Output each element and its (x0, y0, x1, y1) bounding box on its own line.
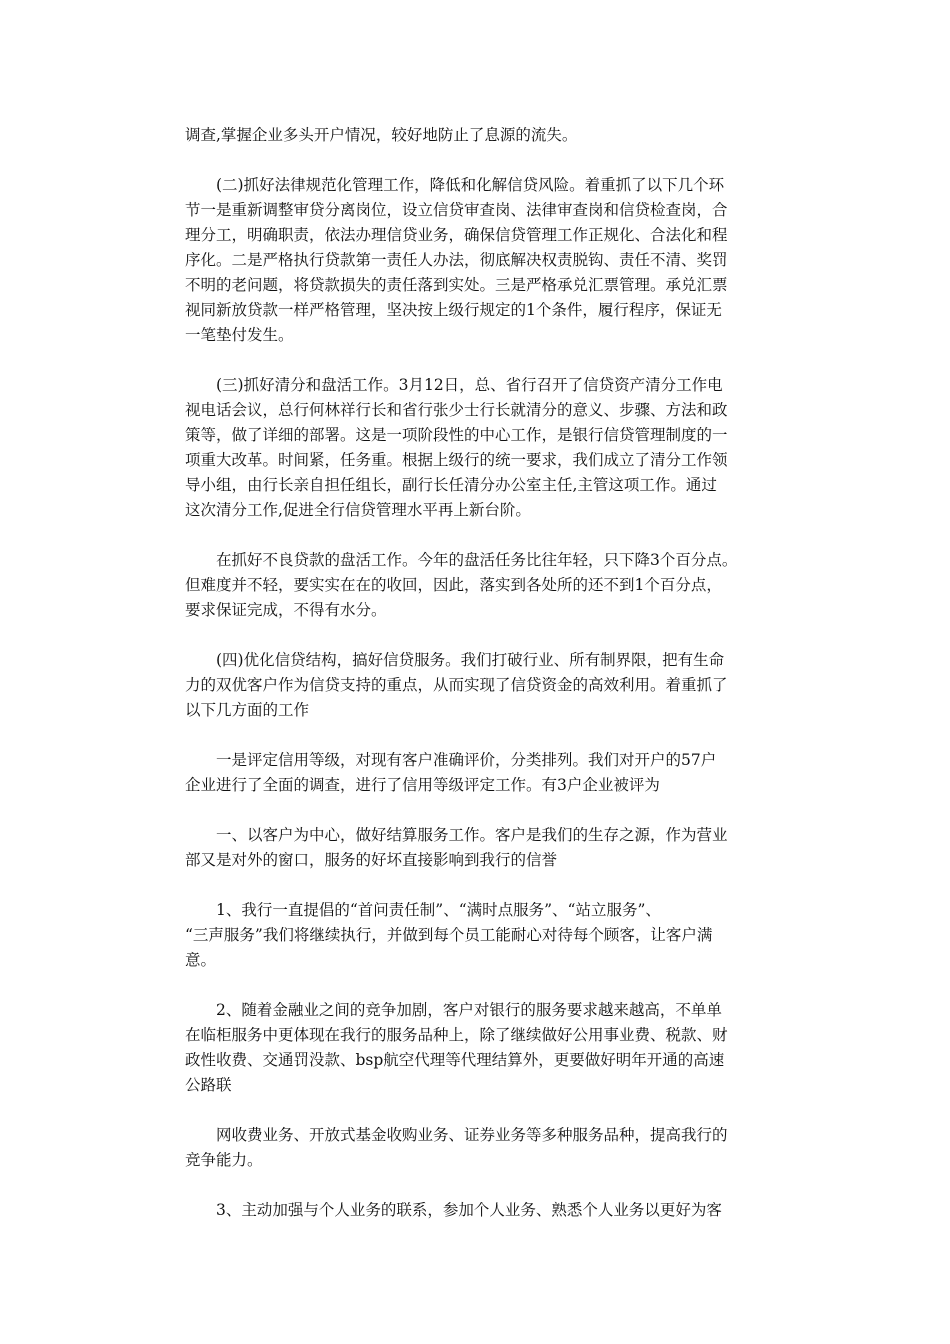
paragraph (185, 548, 785, 623)
text-line: 理分工，明确职责，依法办理信贷业务，确保信贷管理工作正规化、合法化和程 (185, 226, 728, 244)
text-line: 节一是重新调整审贷分离岗位，设立信贷审查岗、法律审查岗和信贷检查岗，合 (185, 201, 728, 219)
text-line: 企业进行了全面的调查，进行了信用等级评定工作。有3户企业被评为 (185, 776, 660, 794)
text-line: (二)抓好法律规范化管理工作，降低和化解信贷风险。着重抓了以下几个环 (216, 176, 725, 194)
text-line: 要求保证完成，不得有水分。 (185, 601, 387, 619)
paragraph (185, 373, 785, 523)
text-line: 2、随着金融业之间的竞争加剧，客户对银行的服务要求越来越高，不单单 (216, 1001, 722, 1019)
text-line: 一、以客户为中心，做好结算服务工作。客户是我们的生存之源，作为营业 (216, 826, 728, 844)
text-line: 不明的老问题，将贷款损失的责任落到实处。三是严格承兑汇票管理。承兑汇票 (185, 276, 728, 294)
text-line: 公路联 (185, 1076, 232, 1094)
text-line: 这次清分工作,促进全行信贷管理水平再上新台阶。 (185, 501, 531, 519)
text-line: (三)抓好清分和盘活工作。3月12日，总、省行召开了信贷资产清分工作电 (216, 376, 723, 394)
text-line: (四)优化信贷结构，搞好信贷服务。我们打破行业、所有制界限，把有生命 (216, 651, 725, 669)
paragraph (185, 748, 785, 798)
text-line: 网收费业务、开放式基金收购业务、证券业务等多种服务品种，提高我行的 (216, 1126, 728, 1144)
text-line: 在临柜服务中更体现在我行的服务品种上，除了继续做好公用事业费、税款、财 (185, 1026, 728, 1044)
paragraph (185, 823, 785, 873)
text-line: 一是评定信用等级，对现有客户准确评价，分类排列。我们对开户的57户 (216, 751, 717, 769)
paragraph (185, 998, 785, 1098)
text-line: 策等，做了详细的部署。这是一项阶段性的中心工作，是银行信贷管理制度的一 (185, 426, 728, 444)
text-line: 政性收费、交通罚没款、bsp航空代理等代理结算外，更要做好明年开通的高速 (185, 1051, 725, 1069)
text-line: 力的双优客户作为信贷支持的重点，从而实现了信贷资金的高效利用。着重抓了 (185, 676, 728, 694)
text-line: 视同新放贷款一样严格管理，坚决按上级行规定的1个条件，履行程序，保证无 (185, 301, 722, 319)
paragraph (185, 898, 785, 973)
text-line: 一笔垫付发生。 (185, 326, 294, 344)
paragraph (185, 648, 785, 723)
text-line: 项重大改革。时间紧，任务重。根据上级行的统一要求，我们成立了清分工作领 (185, 451, 728, 469)
text-line: 意。 (185, 951, 217, 969)
text-line: 3、主动加强与个人业务的联系，参加个人业务、熟悉个人业务以更好为客 (216, 1201, 722, 1219)
text-line: 视电话会议，总行何林祥行长和省行张少士行长就清分的意义、步骤、方法和政 (185, 401, 728, 419)
text-line: “三声服务”我们将继续执行，并做到每个员工能耐心对待每个顾客，让客户满 (185, 926, 713, 944)
paragraph (185, 1123, 785, 1173)
text-line: 部又是对外的窗口，服务的好坏直接影响到我行的信誉 (185, 851, 558, 869)
paragraph (185, 123, 785, 148)
text-line: 但难度并不轻，要实实在在的收回，因此，落实到各处所的还不到1个百分点， (185, 576, 722, 594)
text-line: 序化。二是严格执行贷款第一责任人办法，彻底解决权责脱钩、责任不清、奖罚 (185, 251, 728, 269)
text-line: 调查,掌握企业多头开户情况，较好地防止了息源的流失。 (185, 126, 578, 144)
text-line: 以下几方面的工作 (185, 701, 310, 719)
text-line: 在抓好不良贷款的盘活工作。今年的盘活任务比往年轻，只下降3个百分点。 (216, 551, 738, 569)
paragraph (185, 1198, 785, 1223)
document-body (185, 123, 785, 1248)
text-line: 1、我行一直提倡的“首问责任制”、“满时点服务”、“站立服务”、 (216, 901, 661, 919)
paragraph (185, 173, 785, 348)
text-line: 导小组，由行长亲自担任组长，副行长任清分办公室主任,主管这项工作。通过 (185, 476, 717, 494)
text-line: 竞争能力。 (185, 1151, 263, 1169)
